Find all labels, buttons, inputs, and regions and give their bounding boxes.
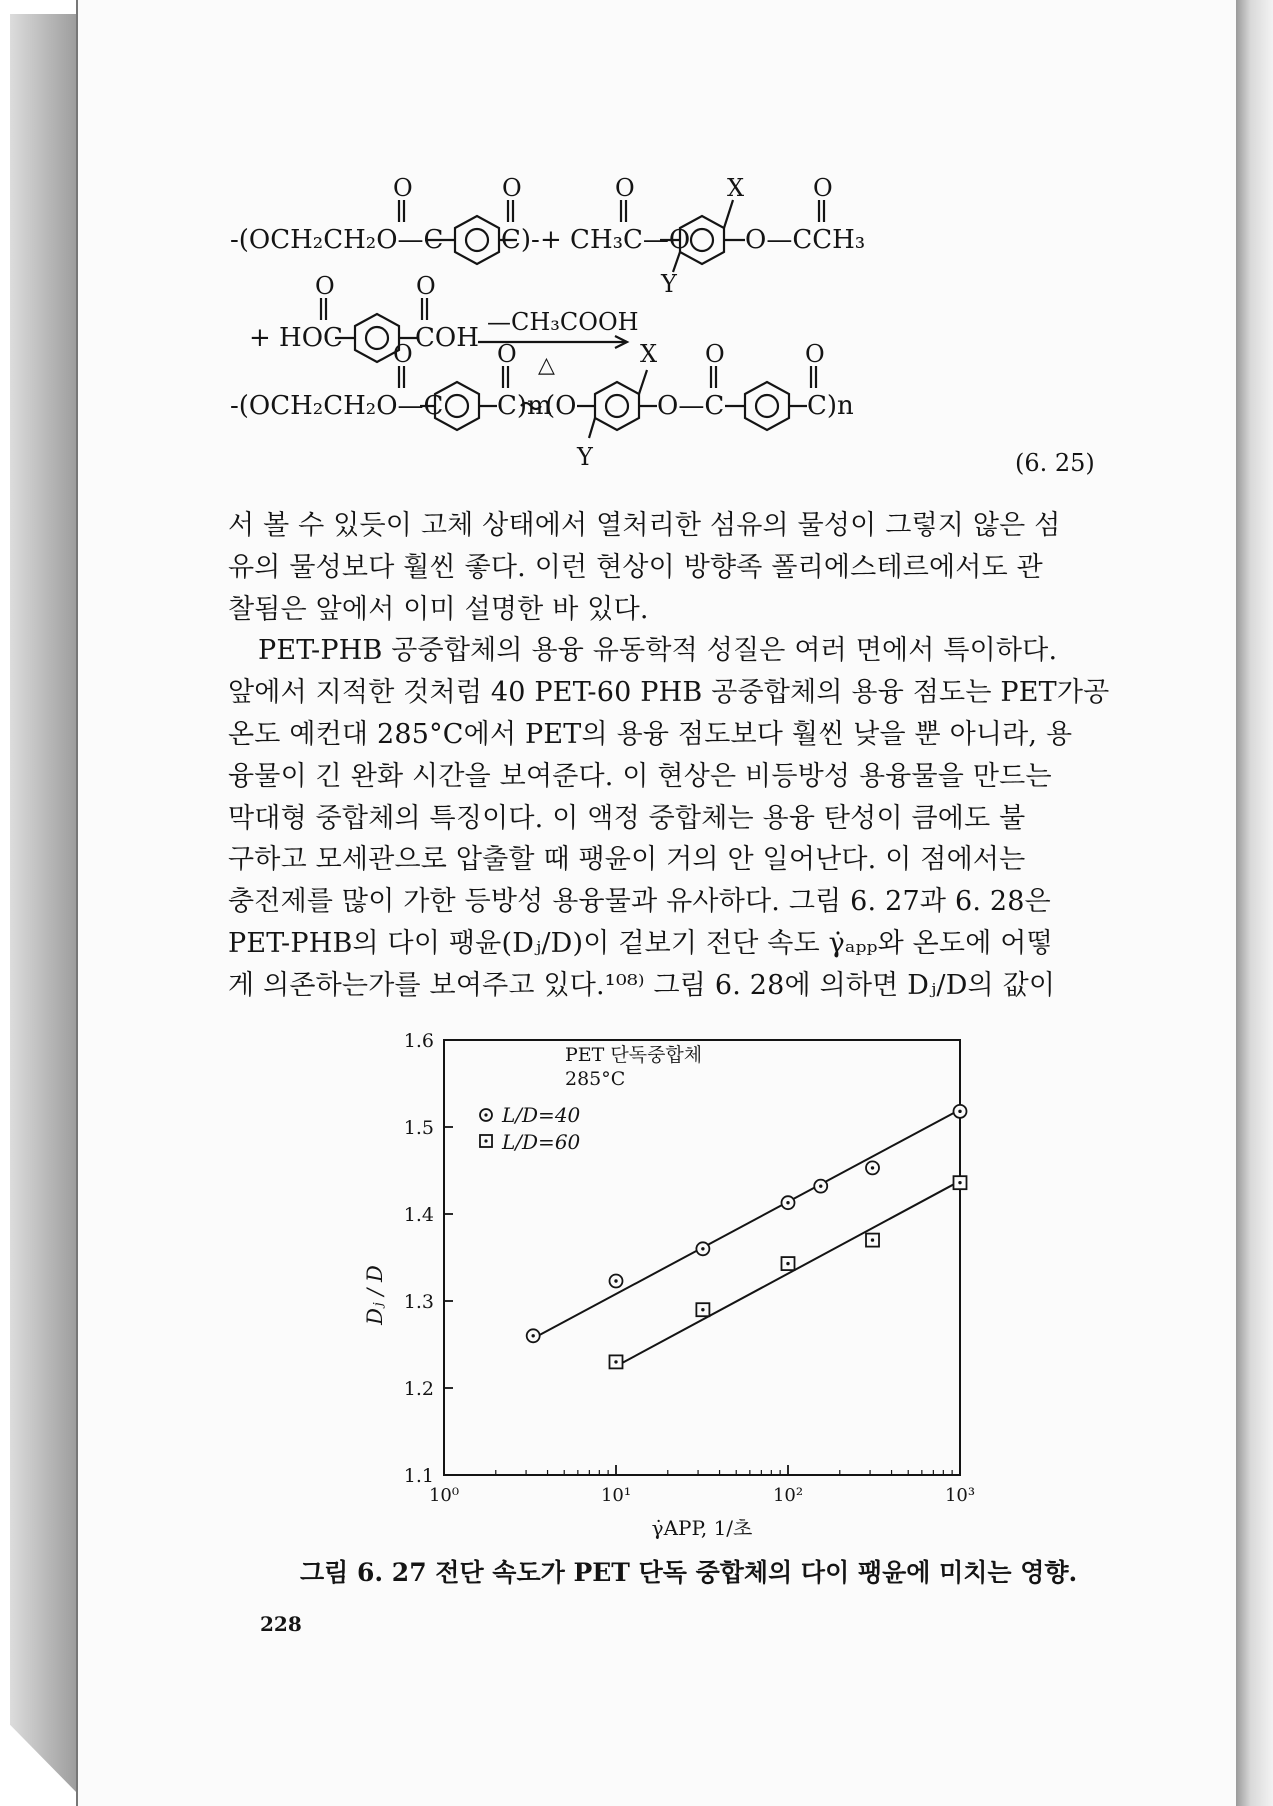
data-point-center [871,1166,874,1169]
y-tick-label: 1.4 [403,1204,434,1226]
data-point-center [614,1360,617,1363]
chem-o-label: O [502,174,522,202]
die-swell-chart [340,1025,1060,1545]
data-point-center [701,1308,704,1311]
text-line: 앞에서 지적한 것처럼 40 PET-60 PHB 공중합체의 용융 점도는 PET가공 [228,677,1110,709]
page-number: 228 [260,1612,302,1636]
chem-o-label: O [805,340,825,368]
data-point-center [614,1279,617,1282]
data-point-center [786,1262,789,1265]
chem-substituent-label: Y [577,443,593,471]
text-line: 유의 물성보다 훨씬 좋다. 이런 현상이 방향족 폴리에스테르에서도 관 [228,551,1043,583]
tick-labels [404,1030,975,1506]
text-line: PET-PHB 공중합체의 용융 유동학적 성질은 여러 면에서 특이하다. [258,635,1058,667]
chem-o-label: O [393,174,413,202]
text-line: 막대형 중합체의 특징이다. 이 액정 중합체는 용융 탄성이 큼에도 불 [228,802,1026,834]
chem-o-label: O [615,174,635,202]
chem-substituent-label: Y [661,270,677,298]
chem-o-label: O [315,272,335,300]
data-point-center [958,1181,961,1184]
benzene-ring [455,216,499,264]
chem-text: + HOC [249,323,343,353]
chem-text: COH [415,323,479,353]
paragraph-2 [228,630,1118,1006]
chem-substituent-label: X [727,174,745,202]
chem-text: (O [545,391,577,421]
y-tick-label: 1.1 [403,1465,434,1487]
text-line: 온도 예컨대 285°C에서 PET의 용융 점도보다 훨씬 낮을 뿐 아니라, 용 [228,718,1073,750]
body-text [228,505,1118,1007]
data-point-center [786,1201,789,1204]
fit-line-series-1 [533,1110,960,1339]
chem-o-label: O [393,340,413,368]
chem-o-label: O [497,340,517,368]
chem-text: C)- [501,225,540,255]
data-point-center [871,1238,874,1241]
chem-text: -(OCH₂CH₂O—C [230,391,444,421]
figure-6-27 [340,1025,1060,1545]
book-edge [10,14,80,1796]
data-point-center [958,1110,961,1113]
x-axis-label: γ̇APP, 1/초 [651,1516,753,1540]
legend-label: L/D=40 [502,1103,581,1127]
x-tick-label: 10³ [944,1485,976,1506]
fit-lines [533,1110,960,1367]
text-line: 충전제를 많이 가한 등방성 용융물과 유사하다. 그림 6. 27과 6. 28은 [228,886,1051,918]
legend-label: L/D=60 [502,1130,581,1154]
chem-text: O—C [657,391,725,421]
text-line: PET-PHB의 다이 팽윤(Dⱼ/D)이 겉보기 전단 속도 γ̇ₐₚₚ와 온도에 어떻 [228,927,1053,959]
text-line: 서 볼 수 있듯이 고체 상태에서 열처리한 섬유의 물성이 그렇지 않은 섬 [228,510,1061,541]
paragraph-1 [228,505,1118,630]
y-tick-label: 1.6 [403,1030,434,1052]
chem-text: -(OCH₂CH₂O—C [230,225,444,255]
text-line: 융물이 긴 완화 시간을 보여준다. 이 현상은 비등방성 용융물을 만드는 [228,760,1052,792]
y-axis-label: Dⱼ / D [363,1265,387,1325]
chem-o-label: O [416,272,436,300]
text-line: 구하고 모세관으로 압출할 때 팽윤이 거의 안 일어난다. 이 점에서는 [228,844,1026,876]
data-points [527,1105,967,1369]
chem-text: C)n [807,391,854,421]
y-tick-label: 1.3 [403,1291,434,1313]
y-tick-label: 1.2 [403,1378,434,1400]
annotation-text: PET 단독중합체 [565,1044,703,1066]
page-shadow [1236,0,1273,1806]
chem-o-label: O [813,174,833,202]
chem-heat-symbol: △ [538,353,555,378]
reaction-scheme-drawing [230,174,1115,510]
equation-number: (6. 25) [1015,449,1095,477]
chem-text: O—CCH₃ [745,225,866,255]
x-tick-label: 10¹ [600,1485,632,1506]
chem-text: + CH₃C—O [540,225,691,255]
text-line: 게 의존하는가를 보여주고 있다.¹⁰⁸⁾ 그림 6. 28에 의하면 Dⱼ/D의 값이 [228,969,1056,1001]
figure-caption: 그림 6. 27 전단 속도가 PET 단독 중합체의 다이 팽윤에 미치는 영향. [300,1558,1078,1587]
chem-reagent: —CH₃COOH [487,308,639,336]
data-point-center [701,1247,704,1250]
y-tick-label: 1.5 [403,1117,434,1139]
chem-text: C)m [497,391,552,421]
data-point-center [819,1184,822,1187]
text-line: 찰됨은 앞에서 이미 설명한 바 있다. [228,593,649,625]
data-point-center [531,1334,534,1337]
x-tick-label: 10⁰ [428,1485,460,1506]
x-tick-label: 10² [772,1485,804,1506]
chem-o-label: O [705,340,725,368]
reaction-scheme [230,174,1115,510]
legend [480,1103,581,1154]
annotation-text: 285°C [565,1068,626,1090]
chem-substituent-label: X [640,340,658,368]
